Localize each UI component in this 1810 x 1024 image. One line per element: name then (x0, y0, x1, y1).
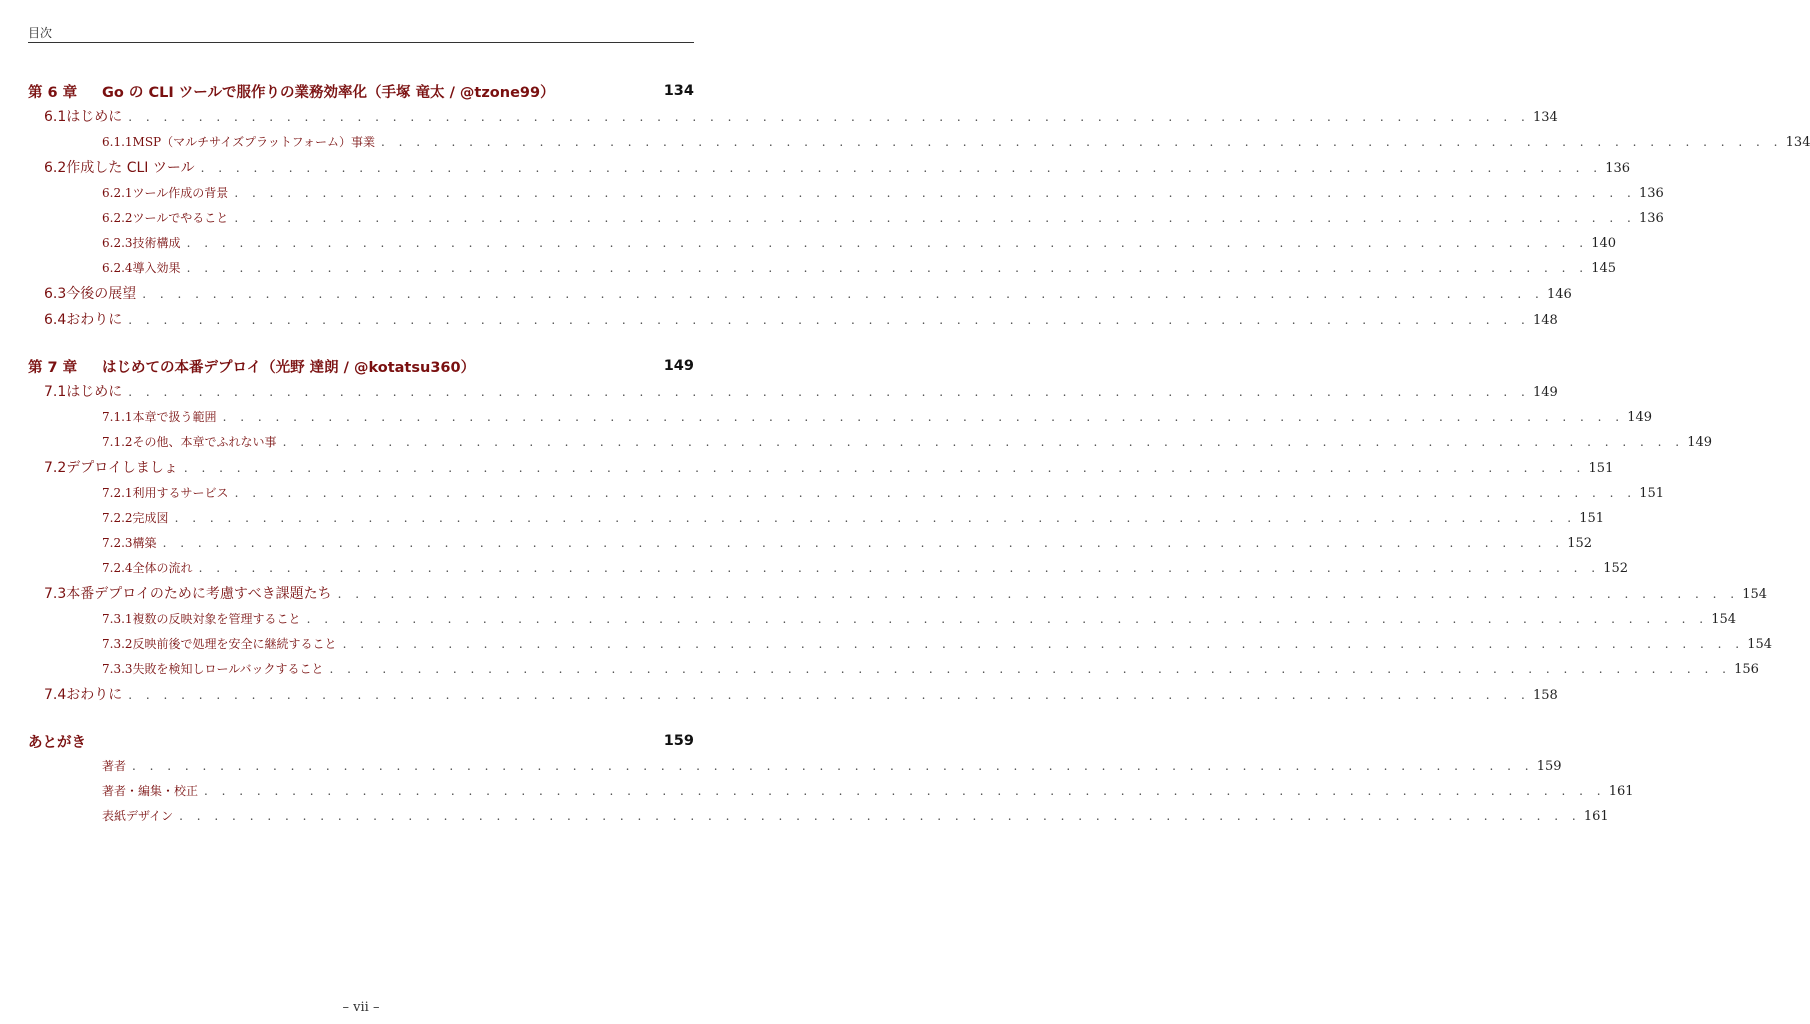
toc-subsection-entry[interactable] (28, 206, 1664, 231)
entry-page: 151 (1579, 511, 1605, 526)
dot-leader: . . . . . . . . . . . . . . . . . . . . . . . . . . . . . . . . . . . . . . . . . . . . . . . . . . . . . . . . . . . . . . . . . . . . . . . . . . . . . . . . (128, 110, 1530, 124)
entry-number: 6.1.1 (102, 135, 133, 149)
entry-number: 7.3 (44, 586, 67, 602)
entry-number: 6.4 (44, 312, 67, 328)
entry-title: 失敗を検知しロールバックすること (132, 662, 324, 676)
dot-leader: . . . . . . . . . . . . . . . . . . . . . . . . . . . . . . . . . . . . . . . . . . . . . . . . . . . . . . . . . . . . . . . . . . . . . . . . . . . . . . . . (179, 809, 1581, 823)
dot-leader: . . . . . . . . . . . . . . . . . . . . . . . . . . . . . . . . . . . . . . . . . . . . . . . . . . . . . . . . . . . . . . . . . . . . . . . . . . . . . . . . (380, 135, 1783, 149)
entry-page: 158 (1532, 688, 1558, 703)
toc-section-entry[interactable] (28, 104, 1558, 130)
entry-title: ツール作成の背景 (132, 186, 229, 200)
dot-leader: . . . . . . . . . . . . . . . . . . . . . . . . . . . . . . . . . . . . . . . . . . . . . . . . . . . . . . . . . . . . . . . . . . . . . . . . . . . . . . . . (186, 236, 1589, 250)
entry-page: 151 (1639, 486, 1665, 501)
entry-number: 6.2.3 (102, 236, 133, 250)
entry-title: 複数の反映対象を管理すること (132, 612, 301, 626)
chapter-page: 134 (663, 83, 694, 99)
dot-leader: . . . . . . . . . . . . . . . . . . . . . . . . . . . . . . . . . . . . . . . . . . . . . . . . . . . . . . . . . . . . . . . . . . . . . . . . . . . . . . . . (128, 385, 1530, 399)
entry-number: 6.2.1 (102, 186, 133, 200)
dot-leader: . . . . . . . . . . . . . . . . . . . . . . . . . . . . . . . . . . . . . . . . . . . . . . . . . . . . . . . . . . . . . . . . . . . . . . . . . . . . . . . . (162, 536, 1565, 550)
entry-page: 146 (1546, 287, 1572, 302)
entry-title: 利用するサービス (132, 486, 229, 500)
dot-leader: . . . . . . . . . . . . . . . . . . . . . . . . . . . . . . . . . . . . . . . . . . . . . . . . . . . . . . . . . . . . . . . . . . . . . . . . . . . . . . . . (174, 511, 1577, 525)
toc-subsection-entry[interactable] (28, 632, 1773, 657)
dot-leader: . . . . . . . . . . . . . . . . . . . . . . . . . . . . . . . . . . . . . . . . . . . . . . . . . . . . . . . . . . . . . . . . . . . . . . . . . . . . . . . . (342, 637, 1745, 651)
toc-subsection-entry[interactable] (28, 779, 1634, 804)
toc-subsection-entry[interactable] (28, 181, 1664, 206)
table-of-contents (28, 78, 1810, 829)
toc-subsection-entry[interactable] (28, 607, 1737, 632)
entry-title: ツールでやること (132, 211, 229, 225)
toc-subsection-entry[interactable] (28, 405, 1653, 430)
dot-leader: . . . . . . . . . . . . . . . . . . . . . . . . . . . . . . . . . . . . . . . . . . . . . . . . . . . . . . . . . . . . . . . . . . . . . . . . . . . . . . . . (132, 759, 1534, 773)
entry-title: はじめに (66, 384, 123, 400)
toc-subsection-entry[interactable] (28, 804, 1609, 829)
entry-page: 161 (1608, 784, 1634, 799)
dot-leader: . . . . . . . . . . . . . . . . . . . . . . . . . . . . . . . . . . . . . . . . . . . . . . . . . . . . . . . . . . . . . . . . . . . . . . . . . . . . . . . . (234, 211, 1636, 225)
toc-subsection-entry[interactable] (28, 256, 1617, 281)
dot-leader: . . . . . . . . . . . . . . . . . . . . . . . . . . . . . . . . . . . . . . . . . . . . . . . . . . . . . . . . . . . . . . . . . . . . . . . . . . . . . . . . (128, 688, 1530, 702)
chapter-number: 第 7 章 (28, 359, 78, 376)
entry-title: 著者・編集・校正 (102, 784, 199, 798)
entry-page: 151 (1588, 461, 1614, 476)
entry-title: 技術構成 (132, 236, 181, 250)
entry-number: 7.1 (44, 384, 67, 400)
toc-section-entry[interactable] (28, 155, 1631, 181)
dot-leader: . . . . . . . . . . . . . . . . . . . . . . . . . . . . . . . . . . . . . . . . . . . . . . . . . . . . . . . . . . . . . . . . . . . . . . . . . . . . . . . . (234, 486, 1637, 500)
entry-number: 7.2.1 (102, 486, 133, 500)
entry-page: 136 (1638, 186, 1664, 201)
toc-subsection-entry[interactable] (28, 481, 1665, 506)
toc-section-entry[interactable] (28, 379, 1558, 405)
entry-title: 本番デプロイのために考慮すべき課題たち (66, 586, 332, 602)
entry-page: 136 (1605, 161, 1631, 176)
toc-subsection-entry[interactable] (28, 754, 1562, 779)
entry-title: MSP（マルチサイズプラットフォーム）事業 (132, 135, 375, 149)
entry-title: おわりに (66, 312, 123, 328)
dot-leader: . . . . . . . . . . . . . . . . . . . . . . . . . . . . . . . . . . . . . . . . . . . . . . . . . . . . . . . . . . . . . . . . . . . . . . . . . . . . . . . . (222, 410, 1625, 424)
toc-subsection-entry[interactable] (28, 657, 1759, 682)
entry-number: 7.3.2 (102, 637, 133, 651)
dot-leader: . . . . . . . . . . . . . . . . . . . . . . . . . . . . . . . . . . . . . . . . . . . . . . . . . . . . . . . . . . . . . . . . . . . . . . . . . . . . . . . . (198, 561, 1601, 575)
dot-leader: . . . . . . . . . . . . . . . . . . . . . . . . . . . . . . . . . . . . . . . . . . . . . . . . . . . . . . . . . . . . . . . . . . . . . . . . . . . . . . . . (200, 161, 1603, 175)
entry-page: 154 (1711, 612, 1737, 627)
toc-chapter-entry[interactable] (28, 353, 694, 379)
entry-number: 7.2.2 (102, 511, 133, 525)
toc-subsection-entry[interactable] (28, 531, 1593, 556)
entry-title: 作成した CLI ツール (66, 160, 195, 176)
dot-leader: . . . . . . . . . . . . . . . . . . . . . . . . . . . . . . . . . . . . . . . . . . . . . . . . . . . . . . . . . . . . . . . . . . . . . . . . . . . . . . . . (183, 461, 1586, 475)
chapter-gap (28, 333, 694, 353)
entry-title: おわりに (66, 687, 123, 703)
entry-number: 6.2 (44, 160, 67, 176)
chapter-page: 159 (663, 733, 694, 749)
toc-chapter-entry[interactable] (28, 728, 694, 754)
header-title: 目次 (28, 26, 53, 40)
entry-page: 148 (1532, 313, 1558, 328)
dot-leader: . . . . . . . . . . . . . . . . . . . . . . . . . . . . . . . . . . . . . . . . . . . . . . . . . . . . . . . . . . . . . . . . . . . . . . . . . . . . . . . . (337, 587, 1740, 601)
toc-section-entry[interactable] (28, 281, 1572, 307)
chapter-gap (28, 708, 694, 728)
entry-title: 著者 (102, 759, 127, 773)
toc-subsection-entry[interactable] (28, 556, 1629, 581)
entry-number: 6.1 (44, 109, 67, 125)
entry-title: デプロイしましょ (66, 460, 178, 476)
chapter-number: あとがき (28, 734, 86, 751)
dot-leader: . . . . . . . . . . . . . . . . . . . . . . . . . . . . . . . . . . . . . . . . . . . . . . . . . . . . . . . . . . . . . . . . . . . . . . . . . . . . . . . . (204, 784, 1606, 798)
toc-section-entry[interactable] (28, 581, 1768, 607)
dot-leader: . . . . . . . . . . . . . . . . . . . . . . . . . . . . . . . . . . . . . . . . . . . . . . . . . . . . . . . . . . . . . . . . . . . . . . . . . . . . . . . . (329, 662, 1731, 676)
chapter-page: 149 (663, 358, 694, 374)
dot-leader: . . . . . . . . . . . . . . . . . . . . . . . . . . . . . . . . . . . . . . . . . . . . . . . . . . . . . . . . . . . . . . . . . . . . . . . . . . . . . . . . (306, 612, 1709, 626)
entry-number: 7.3.3 (102, 662, 133, 676)
entry-page: 154 (1747, 637, 1773, 652)
entry-number: 7.1.2 (102, 435, 133, 449)
entry-page: 161 (1583, 809, 1609, 824)
entry-number: 7.2.4 (102, 561, 133, 575)
entry-number: 7.1.1 (102, 410, 133, 424)
entry-page: 136 (1638, 211, 1664, 226)
entry-page: 159 (1536, 759, 1562, 774)
entry-number: 6.2.4 (102, 261, 133, 275)
entry-number: 6.3 (44, 286, 67, 302)
entry-number: 7.3.1 (102, 612, 133, 626)
dot-leader: . . . . . . . . . . . . . . . . . . . . . . . . . . . . . . . . . . . . . . . . . . . . . . . . . . . . . . . . . . . . . . . . . . . . . . . . . . . . . . . . (186, 261, 1589, 275)
toc-chapter-entry[interactable] (28, 78, 694, 104)
entry-number: 6.2.2 (102, 211, 133, 225)
entry-title: 構築 (132, 536, 157, 550)
entry-title: 完成図 (132, 511, 169, 525)
toc-subsection-entry[interactable] (28, 231, 1617, 256)
chapter-title: Go の CLI ツールで服作りの業務効率化（手塚 竜太 / @tzone99） (102, 84, 555, 101)
entry-page: 149 (1627, 410, 1653, 425)
entry-title: 導入効果 (132, 261, 181, 275)
entry-page: 156 (1734, 662, 1759, 677)
entry-number: 7.2 (44, 460, 67, 476)
entry-title: はじめに (66, 109, 123, 125)
toc-subsection-entry[interactable] (28, 130, 1810, 155)
chapter-title: はじめての本番デプロイ（光野 達朗 / @kotatsu360） (102, 359, 476, 376)
entry-number: 7.2.3 (102, 536, 133, 550)
toc-section-entry[interactable] (28, 307, 1558, 333)
toc-section-entry[interactable] (28, 455, 1614, 481)
entry-title: 全体の流れ (132, 561, 193, 575)
entry-title: 今後の展望 (66, 286, 137, 302)
entry-page: 134 (1532, 110, 1558, 125)
entry-page: 145 (1591, 261, 1617, 276)
toc-section-entry[interactable] (28, 682, 1558, 708)
dot-leader: . . . . . . . . . . . . . . . . . . . . . . . . . . . . . . . . . . . . . . . . . . . . . . . . . . . . . . . . . . . . . . . . . . . . . . . . . . . . . . . . (142, 287, 1544, 301)
chapter-number: 第 6 章 (28, 84, 78, 101)
running-header (28, 24, 694, 43)
entry-page: 152 (1603, 561, 1629, 576)
entry-page: 140 (1591, 236, 1617, 251)
page-number: – vii – (342, 1000, 380, 1015)
toc-subsection-entry[interactable] (28, 430, 1713, 455)
entry-title: 表紙デザイン (102, 809, 174, 823)
entry-number: 7.4 (44, 687, 67, 703)
dot-leader: . . . . . . . . . . . . . . . . . . . . . . . . . . . . . . . . . . . . . . . . . . . . . . . . . . . . . . . . . . . . . . . . . . . . . . . . . . . . . . . . (234, 186, 1636, 200)
entry-title: 本章で扱う範囲 (132, 410, 217, 424)
entry-page: 134 (1785, 135, 1810, 150)
dot-leader: . . . . . . . . . . . . . . . . . . . . . . . . . . . . . . . . . . . . . . . . . . . . . . . . . . . . . . . . . . . . . . . . . . . . . . . . . . . . . . . . (282, 435, 1685, 449)
entry-page: 154 (1742, 587, 1768, 602)
entry-page: 152 (1567, 536, 1593, 551)
toc-subsection-entry[interactable] (28, 506, 1605, 531)
dot-leader: . . . . . . . . . . . . . . . . . . . . . . . . . . . . . . . . . . . . . . . . . . . . . . . . . . . . . . . . . . . . . . . . . . . . . . . . . . . . . . . . (128, 313, 1530, 327)
entry-title: その他、本章でふれない事 (132, 435, 277, 449)
entry-title: 反映前後で処理を安全に継続すること (132, 637, 337, 651)
entry-page: 149 (1687, 435, 1713, 450)
entry-page: 149 (1532, 385, 1558, 400)
